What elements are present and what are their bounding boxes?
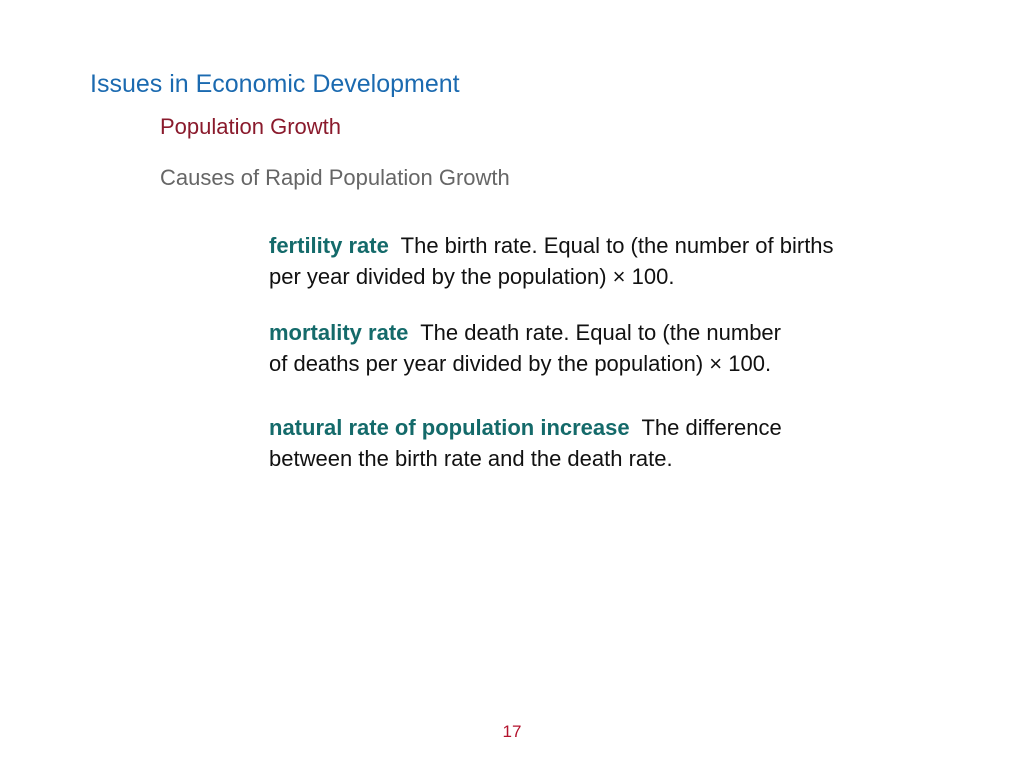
definitions-list xyxy=(269,230,869,499)
section-heading: Causes of Rapid Population Growth xyxy=(160,165,510,190)
definition-term: mortality rate xyxy=(269,320,409,345)
page-number: 17 xyxy=(502,722,522,741)
definition-text: The death rate. Equal to (the number of deaths per year divided by the population) × 100. xyxy=(269,320,781,376)
definition-natural-rate xyxy=(269,412,869,474)
definition-fertility-rate xyxy=(269,230,844,292)
slide-subtitle: Population Growth xyxy=(160,114,341,139)
definition-mortality-rate xyxy=(269,317,789,379)
definition-term: fertility rate xyxy=(269,233,389,258)
definition-text: The birth rate. Equal to (the number of births per year divided by the population) × 100. xyxy=(269,233,834,289)
definition-term: natural rate of population increase xyxy=(269,415,630,440)
slide-title: Issues in Economic Development xyxy=(90,70,460,98)
definition-text: The difference between the birth rate and the death rate. xyxy=(269,415,782,471)
